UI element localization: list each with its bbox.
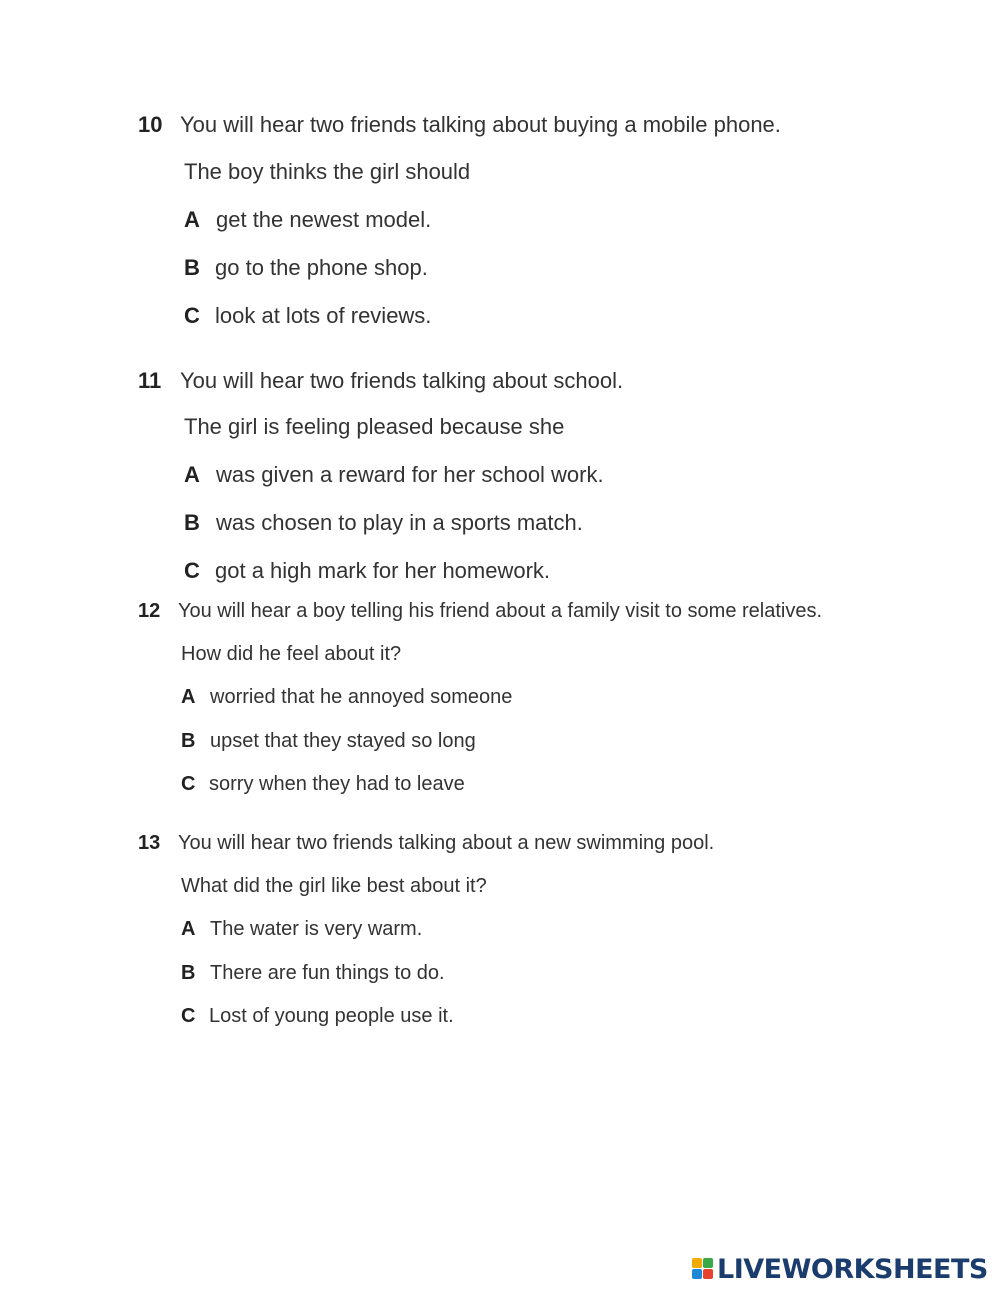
option-c-letter: C	[184, 303, 200, 328]
option-b-text[interactable]: was chosen to play in a sports match.	[216, 510, 583, 535]
option-b-letter: B	[184, 510, 200, 535]
question-number: 12	[138, 600, 161, 622]
option-b-letter: B	[181, 730, 196, 752]
option-c-text[interactable]: sorry when they had to leave	[209, 773, 465, 795]
option-b-text[interactable]: upset that they stayed so long	[210, 730, 476, 752]
question-prompt: You will hear two friends talking about a new swimming pool.	[178, 832, 715, 854]
option-b-text[interactable]: There are fun things to do.	[210, 962, 445, 984]
question-prompt: You will hear a boy telling his friend about a family visit to some relatives.	[178, 600, 823, 622]
question-stem: What did the girl like best about it?	[181, 875, 487, 897]
option-c-letter: C	[181, 773, 196, 795]
question-prompt: You will hear two friends talking about buying a mobile phone.	[180, 112, 781, 137]
option-c-letter: C	[184, 558, 200, 583]
question-stem: How did he feel about it?	[181, 643, 402, 665]
question-number: 11	[138, 368, 162, 393]
option-a-text[interactable]: get the newest model.	[216, 207, 432, 232]
option-a-text[interactable]: The water is very warm.	[210, 918, 423, 940]
option-b-text[interactable]: go to the phone shop.	[215, 255, 428, 280]
question-prompt: You will hear two friends talking about school.	[180, 368, 624, 393]
option-a-text[interactable]: was given a reward for her school work.	[216, 462, 604, 487]
option-a-letter: A	[181, 918, 196, 940]
question-stem: The girl is feeling pleased because she	[184, 414, 565, 439]
option-a-text[interactable]: worried that he annoyed someone	[210, 686, 513, 708]
liveworksheets-logo[interactable]	[692, 1253, 988, 1285]
question-number: 13	[138, 832, 161, 854]
option-c-text[interactable]: got a high mark for her homework.	[215, 558, 551, 583]
option-c-text[interactable]: look at lots of reviews.	[215, 303, 432, 328]
question-stem: The boy thinks the girl should	[184, 159, 471, 184]
option-c-text[interactable]: Lost of young people use it.	[209, 1005, 454, 1027]
option-a-letter: A	[181, 686, 196, 708]
logo-text: LIVEWORKSHEETS	[717, 1253, 988, 1285]
option-a-letter: A	[184, 207, 200, 232]
option-a-letter: A	[184, 462, 200, 487]
liveworksheets-logo-icon	[692, 1258, 714, 1280]
option-c-letter: C	[181, 1005, 196, 1027]
option-b-letter: B	[184, 255, 200, 280]
option-b-letter: B	[181, 962, 196, 984]
question-number: 10	[138, 112, 163, 137]
